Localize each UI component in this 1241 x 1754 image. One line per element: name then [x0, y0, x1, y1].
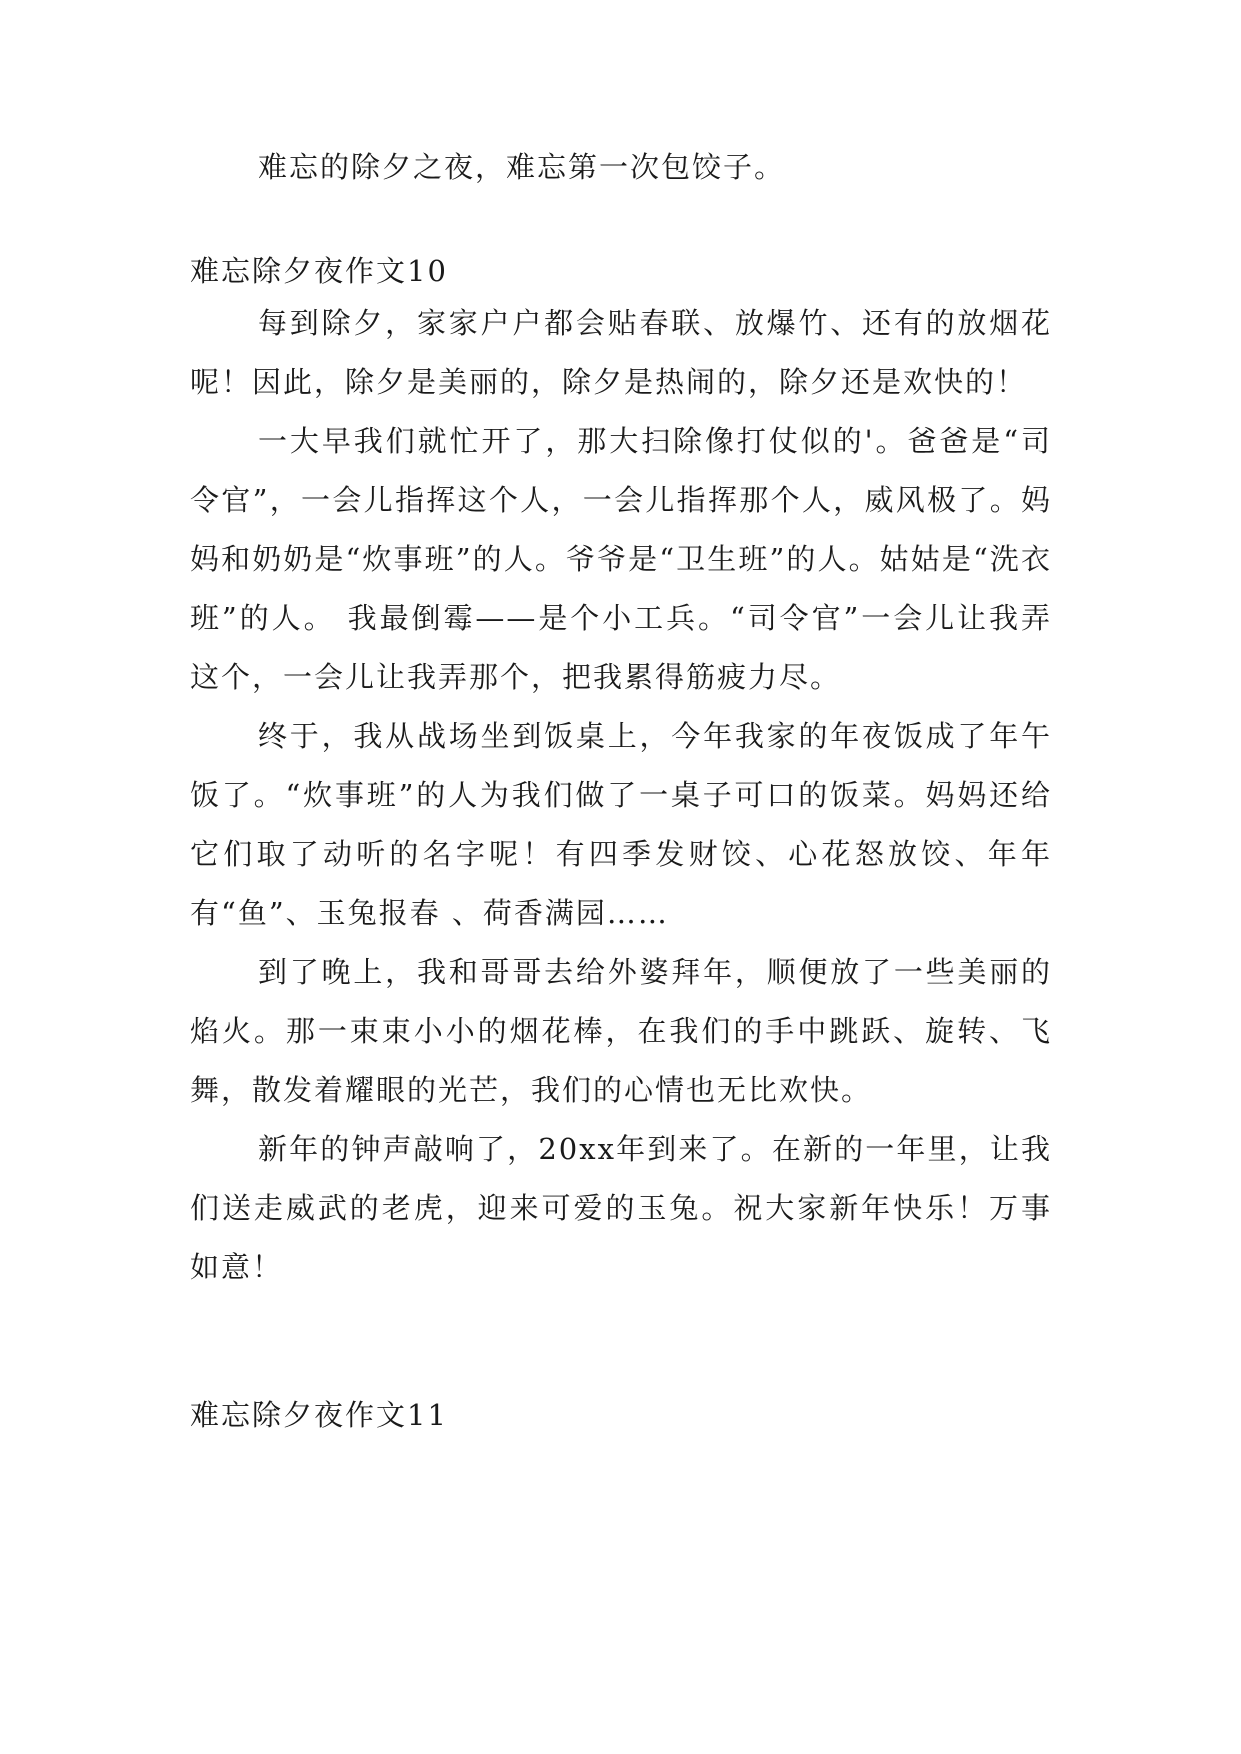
essay-10-paragraph-4: 到了晚上，我和哥哥去给外婆拜年，顺便放了一些美丽的焰火。那一束束小小的烟花棒，在我们的手中跳跃、旋转、飞舞，散发着耀眼的光芒，我们的心情也无比欢快。: [190, 955, 1052, 1107]
essay-10-paragraph-2: 一大早我们就忙开了，那大扫除像打仗似的'。爸爸是“司令官”，一会儿指挥这个人，一会儿指挥那个人，威风极了。妈妈和奶奶是“炊事班”的人。爷爷是“卫生班”的人。姑姑是“洗衣班”的人。 我最倒霉——是个小工兵。“司令官”一会儿让我弄这个，一会儿让我弄那个，把我累得筋疲力尽。: [190, 424, 1052, 694]
essay-10-paragraph-5: 新年的钟声敲响了，20xx年到来了。在新的一年里，让我们送走威武的老虎，迎来可爱的玉兔。祝大家新年快乐！万事如意！: [190, 1132, 1052, 1284]
essay-11-title: 难忘除夕夜作文11: [190, 1398, 448, 1432]
intro-block: [190, 138, 1052, 197]
essay-10-body: [190, 294, 1052, 1297]
essay-10-title: 难忘除夕夜作文10: [190, 254, 448, 288]
essay-10-paragraph-1: 每到除夕，家家户户都会贴春联、放爆竹、还有的放烟花呢！因此，除夕是美丽的，除夕是热闹的，除夕还是欢快的！: [190, 306, 1052, 399]
essay-10-paragraph-3: 终于，我从战场坐到饭桌上，今年我家的年夜饭成了年午饭了。“炊事班”的人为我们做了一桌子可口的饭菜。妈妈还给它们取了动听的名字呢！有四季发财饺、心花怒放饺、年年有“鱼”、玉兔报春 、荷香满园……: [190, 719, 1052, 930]
intro-paragraph: 难忘的除夕之夜，难忘第一次包饺子。: [258, 150, 786, 184]
